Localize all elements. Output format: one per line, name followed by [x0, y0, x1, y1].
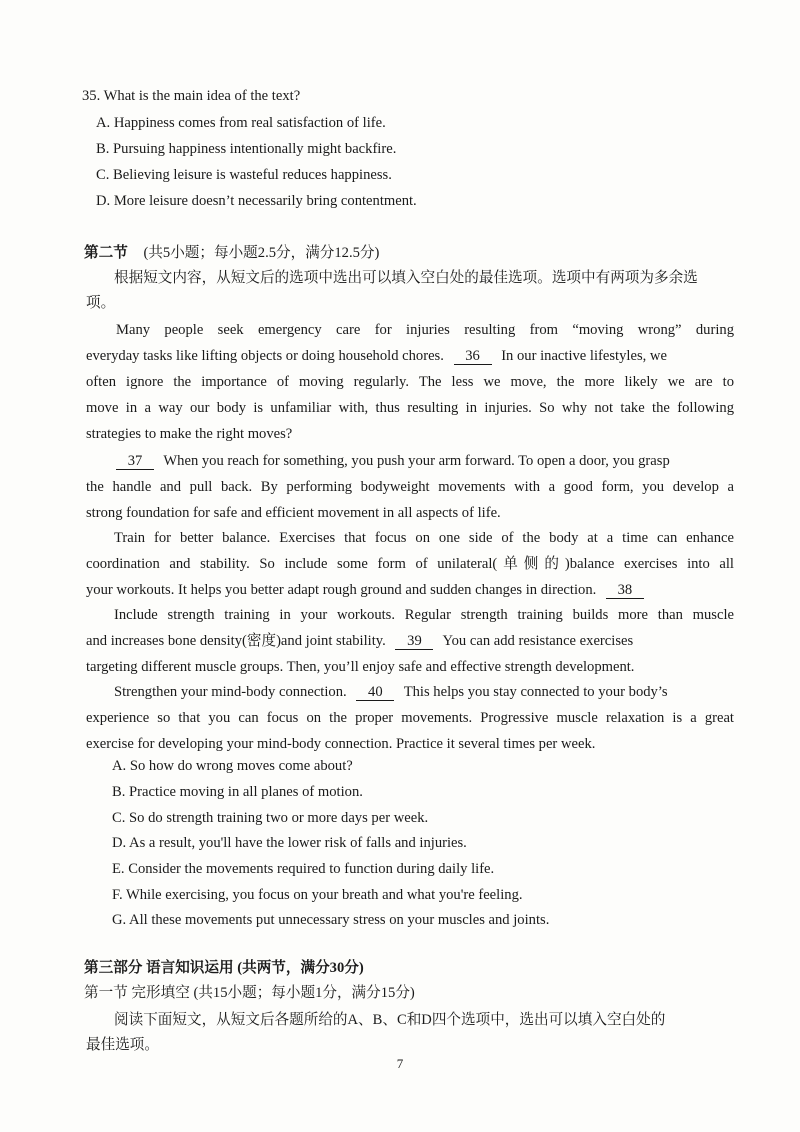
- section-2-title: 第二节: [84, 245, 128, 261]
- para5-line1b: This helps you stay connected to your body’s: [403, 684, 668, 700]
- blank-39: 39: [395, 633, 433, 650]
- para2-line3: strong foundation for safe and efficient movement in all aspects of life.: [86, 505, 501, 521]
- option-b: B. Practice moving in all planes of motion.: [112, 784, 363, 800]
- part-3-instructions-1: 阅读下面短文，从短文后各题所给的A、B、C和D四个选项中，选出可以填入空白处的: [114, 1012, 666, 1028]
- para4-line2a: and increases bone density(密度)and joint stability.: [86, 633, 386, 649]
- q35-option-a: A. Happiness comes from real satisfaction of life.: [96, 115, 386, 131]
- para2-line2: the handle and pull back. By performing bodyweight movements with a good form, you develop a: [86, 479, 734, 495]
- para5-line3: exercise for developing your mind-body connection. Practice it several times per week.: [86, 736, 596, 752]
- option-e: E. Consider the movements required to function during daily life.: [112, 861, 495, 877]
- q35-option-c: C. Believing leisure is wasteful reduces happiness.: [96, 167, 392, 183]
- q35-option-d: D. More leisure doesn’t necessarily bring contentment.: [96, 193, 417, 209]
- para3-line2: coordination and stability. So include some form of unilateral(单侧的)balance exercises into all: [86, 556, 734, 572]
- option-d: D. As a result, you'll have the lower risk of falls and injuries.: [112, 835, 467, 851]
- q35-option-b: B. Pursuing happiness intentionally might backfire.: [96, 141, 397, 157]
- option-c: C. So do strength training two or more days per week.: [112, 810, 429, 826]
- part-3-instructions-2: 最佳选项。: [86, 1037, 159, 1053]
- question-35-title: 35. What is the main idea of the text?: [82, 88, 301, 104]
- blank-38: 38: [606, 582, 644, 599]
- section-2-instructions-2: 项。: [86, 295, 116, 311]
- para2-line1-text: When you reach for something, you push your arm forward. To open a door, you grasp: [163, 453, 670, 469]
- blank-36: 36: [454, 348, 492, 365]
- option-f: F. While exercising, you focus on your breath and what you're feeling.: [112, 887, 523, 903]
- para1-line4: move in a way our body is unfamiliar with, thus resulting in injuries. So why not take the following: [86, 400, 734, 416]
- para4-line3: targeting different muscle groups. Then, you’ll enjoy safe and effective strength development.: [86, 659, 635, 675]
- blank-37: 37: [116, 453, 154, 470]
- para1-line5: strategies to make the right moves?: [86, 426, 293, 442]
- para3-line1: Train for better balance. Exercises that focus on one side of the body at a time can enhance: [114, 530, 734, 546]
- option-g: G. All these movements put unnecessary stress on your muscles and joints.: [112, 912, 550, 928]
- para1-line1: Many people seek emergency care for injuries resulting from “moving wrong” during: [116, 322, 734, 338]
- blank-40: 40: [356, 684, 394, 701]
- para5-line2: experience so that you can focus on the proper movements. Progressive muscle relaxation is a great: [86, 710, 734, 726]
- para4-line1: Include strength training in your workouts. Regular strength training builds more than muscle: [114, 607, 734, 623]
- para1-line3: often ignore the importance of moving regularly. The less we move, the more likely we are to: [86, 374, 734, 390]
- para2-line1: [116, 451, 764, 471]
- option-a: A. So how do wrong moves come about?: [112, 758, 353, 774]
- part-3-heading: 第三部分 语言知识运用 (共两节，满分30分): [84, 960, 364, 976]
- section-2-note: (共5小题；每小题2.5分，满分12.5分): [143, 245, 380, 261]
- para3-line3-text: your workouts. It helps you better adapt rough ground and sudden changes in direction.: [86, 582, 597, 598]
- page-number: 7: [396, 1056, 404, 1071]
- part-3-subheading: 第一节 完形填空 (共15小题；每小题1分，满分15分): [84, 985, 415, 1001]
- para1-line2a: everyday tasks like lifting objects or doing household chores.: [86, 348, 444, 364]
- para5-line1: [114, 682, 762, 702]
- para1-line2b: In our inactive lifestyles, we: [501, 348, 667, 364]
- section-2-instructions-1: 根据短文内容，从短文后的选项中选出可以填入空白处的最佳选项。选项中有两项为多余选: [114, 270, 698, 286]
- para4-line2: [86, 631, 734, 651]
- para3-line3: [86, 580, 734, 600]
- section-2-heading: [84, 243, 732, 263]
- para5-line1a: Strengthen your mind-body connection.: [114, 684, 347, 700]
- para4-line2b: You can add resistance exercises: [442, 633, 634, 649]
- para1-line2: [86, 346, 734, 366]
